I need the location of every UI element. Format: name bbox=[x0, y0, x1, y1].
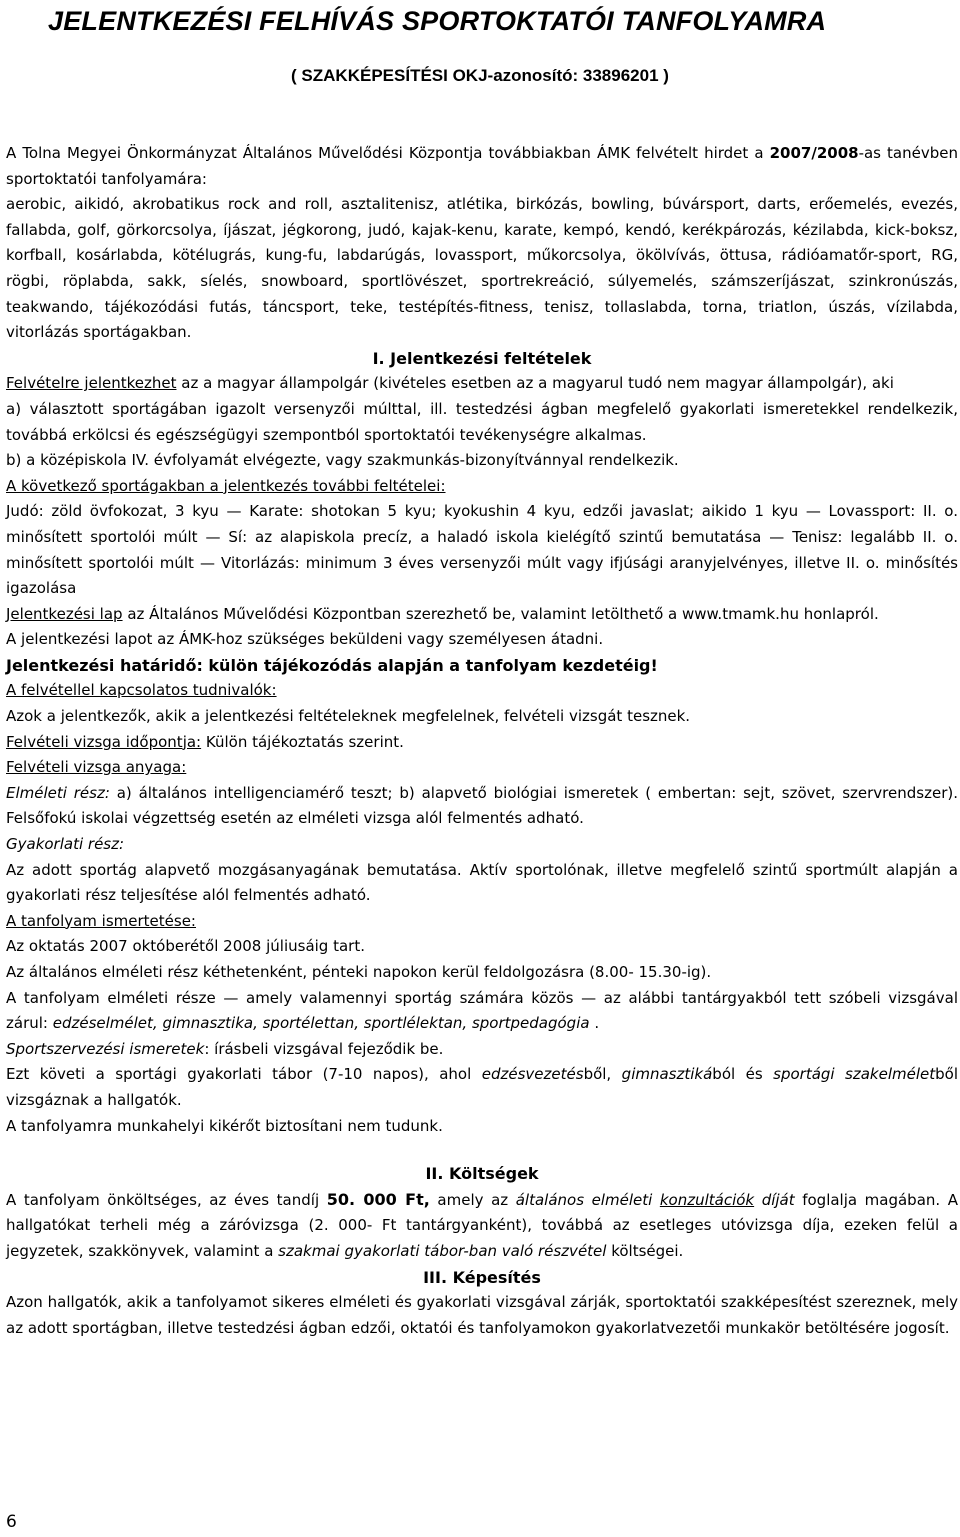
practice-text: Az adott sportág alapvető mozgásanyagának bemutatása. Aktív sportolónak, illetve megfelelő szintű sportmúlt alapján a gyakorlati rész teljesítése alól felmentés adható. bbox=[6, 860, 958, 905]
section1-heading: I. Jelentkezési feltételek bbox=[372, 348, 592, 368]
admission-info-text: Azok a jelentkezők, akik a jelentkezési feltételeknek megfelelnek, felvételi vizsgát tesznek. bbox=[6, 707, 691, 726]
application-form-label: Jelentkezési lap bbox=[6, 604, 123, 623]
page-number: 6 bbox=[6, 1512, 17, 1532]
camp-text-a: Ezt követi a sportági gyakorlati tábor (7-10 napos), ahol bbox=[6, 1065, 482, 1084]
extra-conditions bbox=[6, 474, 958, 602]
course-theory-subjects bbox=[6, 986, 958, 1063]
course-theory-text: A tanfolyam elméleti része — amely valamennyi sportág számára közös — az alábbi tantárgyakból tett szóbeli vizsgával zárul: bbox=[6, 988, 958, 1033]
sport-organization-text: : írásbeli vizsgával fejeződik be. bbox=[204, 1039, 444, 1058]
exam-material-label bbox=[6, 755, 958, 781]
document-subtitle: ( SZAKKÉPESÍTÉSI OKJ-azonosító: 33896201 ) bbox=[291, 66, 669, 85]
costs-italic-2: díját bbox=[754, 1190, 795, 1209]
intro-paragraph bbox=[6, 141, 958, 346]
section-spacer bbox=[6, 1139, 958, 1161]
intro-text: A Tolna Megyei Önkormányzat Általános Művelődési Központja továbbiakban ÁMK felvételt hirdet a bbox=[6, 144, 770, 162]
costs-text-c: foglalja magában. A hallgatókat terheli még a záróvizsga (2. 000- Ft tantárgyanként), továbbá az esetleges utóvizsga díja, ezeken felül a jegyzetek, szakkönyvek, valamint a bbox=[6, 1190, 958, 1260]
course-duration: Az oktatás 2007 októberétől 2008 júliusáig tart. bbox=[6, 937, 365, 956]
exam-date bbox=[6, 730, 958, 756]
camp-subject-3: sportági szakelmélet bbox=[773, 1065, 936, 1084]
eligibility-label: Felvételre jelentkezhet bbox=[6, 374, 177, 393]
exam-date-label: Felvételi vizsga időpontja: bbox=[6, 732, 202, 751]
practice-label: Gyakorlati rész: bbox=[6, 835, 125, 854]
costs-text-d: költségei. bbox=[606, 1241, 684, 1260]
camp-text-d: ből vizsgáznak a hallgatók. bbox=[6, 1065, 959, 1109]
costs-italic-3: szakmai gyakorlati tábor-ban való részvétel bbox=[278, 1241, 607, 1260]
admission-info bbox=[6, 678, 958, 729]
exam-date-text: Külön tájékoztatás szerint. bbox=[201, 732, 404, 751]
section3-heading: III. Képesítés bbox=[423, 1267, 541, 1287]
course-description-heading: A tanfolyam ismertetése: bbox=[6, 911, 196, 930]
costs-italic-1: általános elméleti bbox=[515, 1190, 660, 1209]
costs-paragraph bbox=[6, 1187, 958, 1265]
camp-text-b: ből, bbox=[583, 1065, 622, 1084]
exam-material-heading: Felvételi vizsga anyaga: bbox=[6, 758, 187, 777]
course-subjects-list: edzéselmélet, gimnasztika, sportélettan, sportlélektan, sportpedagógia bbox=[52, 1014, 590, 1033]
extra-conditions-text: Judó: zöld övfokozat, 3 kyu — Karate: shotokan 5 kyu; kyokushin 4 kyu, edzői javaslat; aikido 1 kyu — Lovassport: II. o. minősített sportolói múlt — Sí: az alapiskola precíz, a haladó iskola kielégítő szintű bemutatása — Tenisz: legalább II. o. minősített sportolói múlt — Vitorlázás: minimum 3 éves versenyzői múlt vagy ifjúsági aranyjelvényes, illetve II. o. minősítés igazolása bbox=[6, 502, 958, 598]
sport-organization-label: Sportszervezési ismeretek bbox=[6, 1039, 205, 1058]
submission-text: A jelentkezési lapot az ÁMK-hoz szükséges beküldeni vagy személyesen átadni. bbox=[6, 630, 604, 649]
workplace-note: A tanfolyamra munkahelyi kikérőt biztosítani nem tudunk. bbox=[6, 1116, 443, 1135]
eligibility-paragraph bbox=[6, 371, 958, 397]
admission-info-label: A felvétellel kapcsolatos tudnivalók: bbox=[6, 681, 277, 700]
course-schedule: Az általános elméleti rész kéthetenként, pénteki napokon kerül feldolgozásra (8.00- 15.30-ig). bbox=[6, 963, 712, 981]
course-theory-end: . bbox=[589, 1014, 600, 1033]
condition-a: a) választott sportágában igazolt versenyzői múlttal, ill. testedzési ágban megfelelő gyakorlati ismeretekkel rendelkezik, továbbá erkölcsi és egészségügyi szempontból sportoktatói tevékenységre alkalmas. bbox=[6, 399, 958, 444]
course-description-label bbox=[6, 909, 958, 935]
document-body bbox=[6, 141, 958, 1341]
theory-label: Elméleti rész: bbox=[6, 783, 110, 802]
application-form-paragraph bbox=[6, 602, 958, 628]
sports-list: aerobic, aikidó, akrobatikus rock and roll, asztalitenisz, atlétika, birkózás, bowling, búvársport, darts, erőemelés, evezés, fallabda, golf, görkorcsolya, íjászat, jégkorong, judó, kajak-kenu, karate, kempó, kendó, kerékpározás, kézilabda, kick-boksz, korfball, kosárlabda, kötélugrás, kung-fu, labdarúgás, lovassport, műkorcsolya, ökölvívás, öttusa, rádióamatőr-sport, RG, rögbi, röplabda, sakk, síelés, snowboard, sportlövészet, sportrekreáció, súlyemelés, számszeríjászat, szinkronúszás, teakwando, tájékozódási futás, táncsport, teke, testépítés-fitness, tenisz, tollaslabda, torna, triatlon, úszás, vízilabda, vitorlázás sportágakban. bbox=[6, 195, 958, 342]
condition-b: b) a középiskola IV. évfolyamát elvégezte, vagy szakmunkás-bizonyítvánnyal rendelkezik. bbox=[6, 451, 679, 470]
section2-heading: II. Költségek bbox=[425, 1164, 539, 1184]
practice-part bbox=[6, 832, 958, 909]
costs-consultations: konzultációk bbox=[659, 1190, 755, 1209]
intro-text-end: -as tanévben sportoktatói tanfolyamára: bbox=[6, 144, 958, 188]
deadline-text: Jelentkezési határidő: külön tájékozódás alapján a tanfolyam kezdetéig! bbox=[6, 655, 658, 675]
costs-text-b: amely az bbox=[429, 1190, 516, 1209]
camp-subject-1: edzésvezetés bbox=[481, 1065, 584, 1084]
application-form-text: az Általános Művelődési Központban szerezhető be, valamint letölthető a www.tmamk.hu honlapról. bbox=[122, 604, 879, 623]
theory-part bbox=[6, 781, 958, 832]
costs-text-a: A tanfolyam önköltséges, az éves tandíj bbox=[6, 1190, 327, 1209]
camp-text-c: ból és bbox=[712, 1065, 774, 1084]
intro-year: 2007/2008 bbox=[769, 144, 859, 162]
tuition-fee: 50. 000 Ft, bbox=[326, 1189, 430, 1209]
eligibility-text: az a magyar állampolgár (kivételes esetben az a magyarul tudó nem magyar állampolgár), aki bbox=[176, 374, 894, 393]
document-title: JELENTKEZÉSI FELHÍVÁS SPORTOKTATÓI TANFOLYAMRA bbox=[48, 6, 827, 36]
theory-text: a) általános intelligenciamérő teszt; b) alapvető biológiai ismeretek ( embertan: sejt, szövet, szervrendszer). Felsőfokú iskolai végzettség esetén az elméleti vizsga alól felmentés adható. bbox=[6, 783, 958, 828]
extra-conditions-label: A következő sportágakban a jelentkezés további feltételei: bbox=[6, 476, 446, 495]
qualification-paragraph: Azon hallgatók, akik a tanfolyamot sikeres elméleti és gyakorlati vizsgával zárják, sportoktatói szakképesítést szereznek, mely az adott sportágban, illetve testedzési ágban edzői, oktatói és tanfolyamokon gyakorlatvezetői munkakör betöltésére jogosít. bbox=[6, 1293, 958, 1337]
camp-paragraph bbox=[6, 1062, 958, 1113]
camp-subject-2: gimnasztiká bbox=[621, 1065, 713, 1084]
